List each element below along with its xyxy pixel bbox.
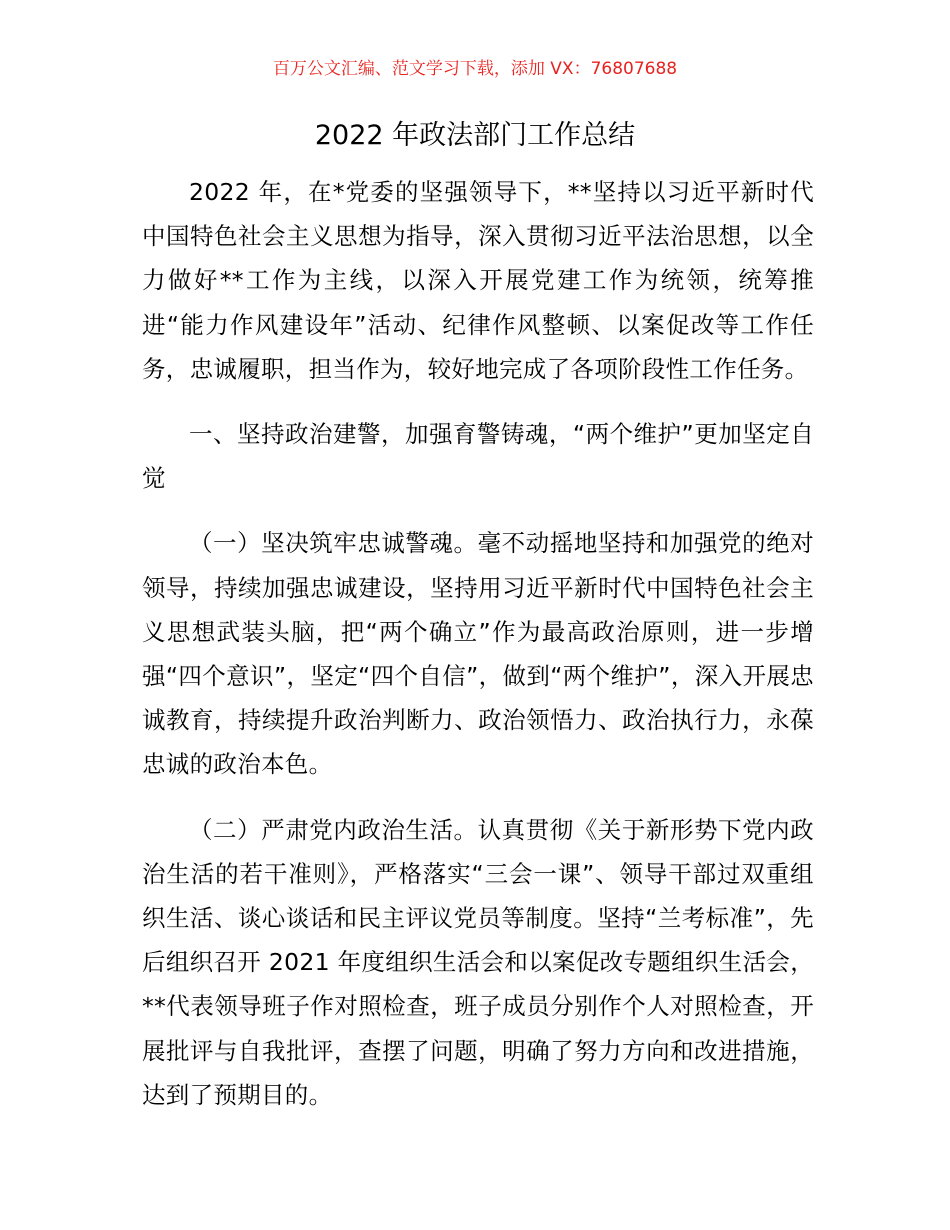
intro-paragraph: 2022 年，在*党委的坚强领导下，**坚持以习近平新时代中国特色社会主义思想为指导，深入贯彻习近平法治思想，以全力做好**工作为主线，以深入开展党建工作为统领，统筹推进“能力作风建设年”活动、纪律作风整顿、以案促改等工作任务，忠诚履职，担当作为，较好地完成了各项阶段性工作任务。	[142, 178, 814, 383]
document-title: 2022 年政法部门工作总结	[314, 120, 636, 151]
document-body	[142, 170, 814, 1117]
subsection-paragraph-2: （二）严肃党内政治生活。认真贯彻《关于新形势下党内政治生活的若干准则》，严格落实“三会一课”、领导干部过双重组织生活、谈心谈话和民主评议党员等制度。坚持“兰考标准”，先后组织召开 2021 年度组织生活会和以案促改专题组织生活会，**代表领导班子作对照检查，班子成员分别作个人对照检查，开展批评与自我批评，查摆了问题，明确了努力方向和改进措施，达到了预期目的。	[142, 815, 814, 1109]
subsection-paragraph-1: （一）坚决筑牢忠诚警魂。毫不动摇地坚持和加强党的绝对领导，持续加强忠诚建设，坚持用习近平新时代中国特色社会主义思想武装头脑，把“两个确立”作为最高政治原则，进一步增强“四个意识”，坚定“四个自信”，做到“两个维护”，深入开展忠诚教育，持续提升政治判断力、政治领悟力、政治执行力，永葆忠诚的政治本色。	[142, 529, 814, 779]
promo-header: 百万公文汇编、范文学习下载，添加 VX：76807688	[272, 59, 678, 79]
section-heading-1: 一、坚持政治建警，加强育警铸魂，“两个维护”更加坚定自觉	[142, 420, 814, 493]
